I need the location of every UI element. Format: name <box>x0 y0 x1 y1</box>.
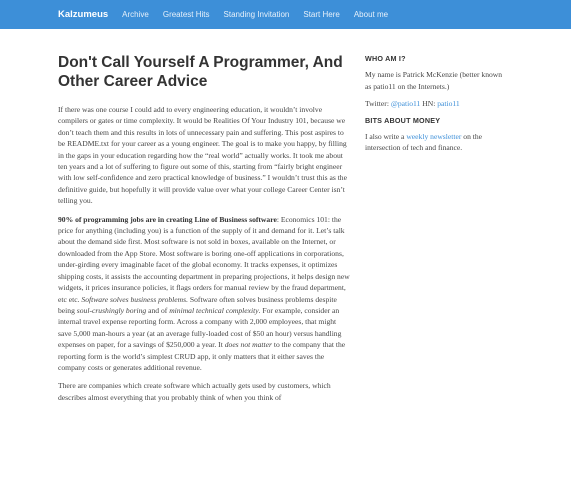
nav-standing-invitation[interactable]: Standing Invitation <box>223 10 290 19</box>
nav-start-here[interactable]: Start Here <box>303 10 340 19</box>
hn-link[interactable]: patio11 <box>437 99 460 109</box>
nav-archive[interactable]: Archive <box>122 10 149 19</box>
newsletter-text-a: I also write a <box>365 131 407 141</box>
newsletter-text-b: on the intersection of tech and finance. <box>365 131 483 153</box>
top-navbar <box>0 0 571 29</box>
bold-lead-text: 90% of programming jobs are in creating Line of Business software <box>58 214 277 224</box>
paragraph-text: . For example, consider an internal travel expense reporting form. Across a company with 2,000 employees, that might save 5,000 man-hours a year (at an average fully-loaded cost of $50 an hour) versus handling expenses on paper, for a savings of $250,000 a year. It <box>58 305 342 350</box>
post-title: Don't Call Yourself A Programmer, And Other Career Advice <box>58 54 343 90</box>
paragraph-text: to the company that the reporting form is the world’s simplest CRUD app, it only matters that it either saves the company costs or generates additional revenue. <box>58 340 346 372</box>
italic-text: minimal technical complexity <box>169 305 259 315</box>
who-am-i-text: My name is Patrick McKenzie (better known as patio11 on the Internets.) <box>365 70 503 91</box>
italic-text: soul-crushingly boring <box>76 305 147 315</box>
hn-label: HN: <box>420 99 438 109</box>
italic-text: Software solves business problems. <box>81 294 188 304</box>
post-paragraph-3: There are companies which create software which actually gets used by customers, which describes almost everything that you probably think of when you think of <box>58 381 331 402</box>
post-content <box>58 29 350 410</box>
newsletter-link[interactable]: weekly newsletter <box>406 131 462 141</box>
paragraph-text: : Economics 101: the price for anything (including you) is a function of the supply of it and demand for it. Let’s talk about the demand side first. Most software is not sold in boxes, available on the Internet, or downloaded from the App Store. Most software is boring one-off applications in corporations, under-girding every imaginable facet of the global economy. It tracks expenses, it optimizes shipping costs, it assists the accounting department in preparing projections, it helps design new widgets, it prices insurance policies, it flags orders for manual review by the fraud department, etc etc. <box>58 214 350 304</box>
post-paragraph-2 <box>58 214 350 374</box>
who-am-i-heading: WHO AM I? <box>365 54 406 63</box>
twitter-link[interactable]: @patio11 <box>390 99 421 109</box>
paragraph-text: Software often solves business problems despite being <box>58 294 337 315</box>
post-paragraph-1: If there was one course I could add to every engineering education, it wouldn’t involve compilers or gates or time complexity. It would be Realities Of Your Industry 101, because we don’t teach them and this results in lots of unnecessary pain and suffering. This post aspires to be README.txt for your career as a young engineer. The goal is to make you happy, by filling in the gaps in your education regarding how the “real world” actually works. It took me about ten years and a lot of suffering to figure out some of this, starting from “fairly bright engineer with low self-confidence and zero practical knowledge of business.” I wouldn’t trust this as the definitive guide, but hopefully it will provide value over what your college Career Center isn’t telling you. <box>58 105 347 206</box>
paragraph-text: and of <box>146 305 170 315</box>
sidebar <box>365 29 510 410</box>
social-links <box>365 98 510 110</box>
site-brand[interactable]: Kalzumeus <box>58 9 109 20</box>
nav-about-me[interactable]: About me <box>353 10 389 19</box>
newsletter-text <box>365 131 510 154</box>
twitter-label: Twitter: <box>365 99 391 109</box>
nav-greatest-hits[interactable]: Greatest Hits <box>162 10 210 19</box>
italic-text: does not matter <box>224 340 272 350</box>
bits-about-money-heading: BITS ABOUT MONEY <box>365 115 441 125</box>
page-container <box>0 29 571 410</box>
